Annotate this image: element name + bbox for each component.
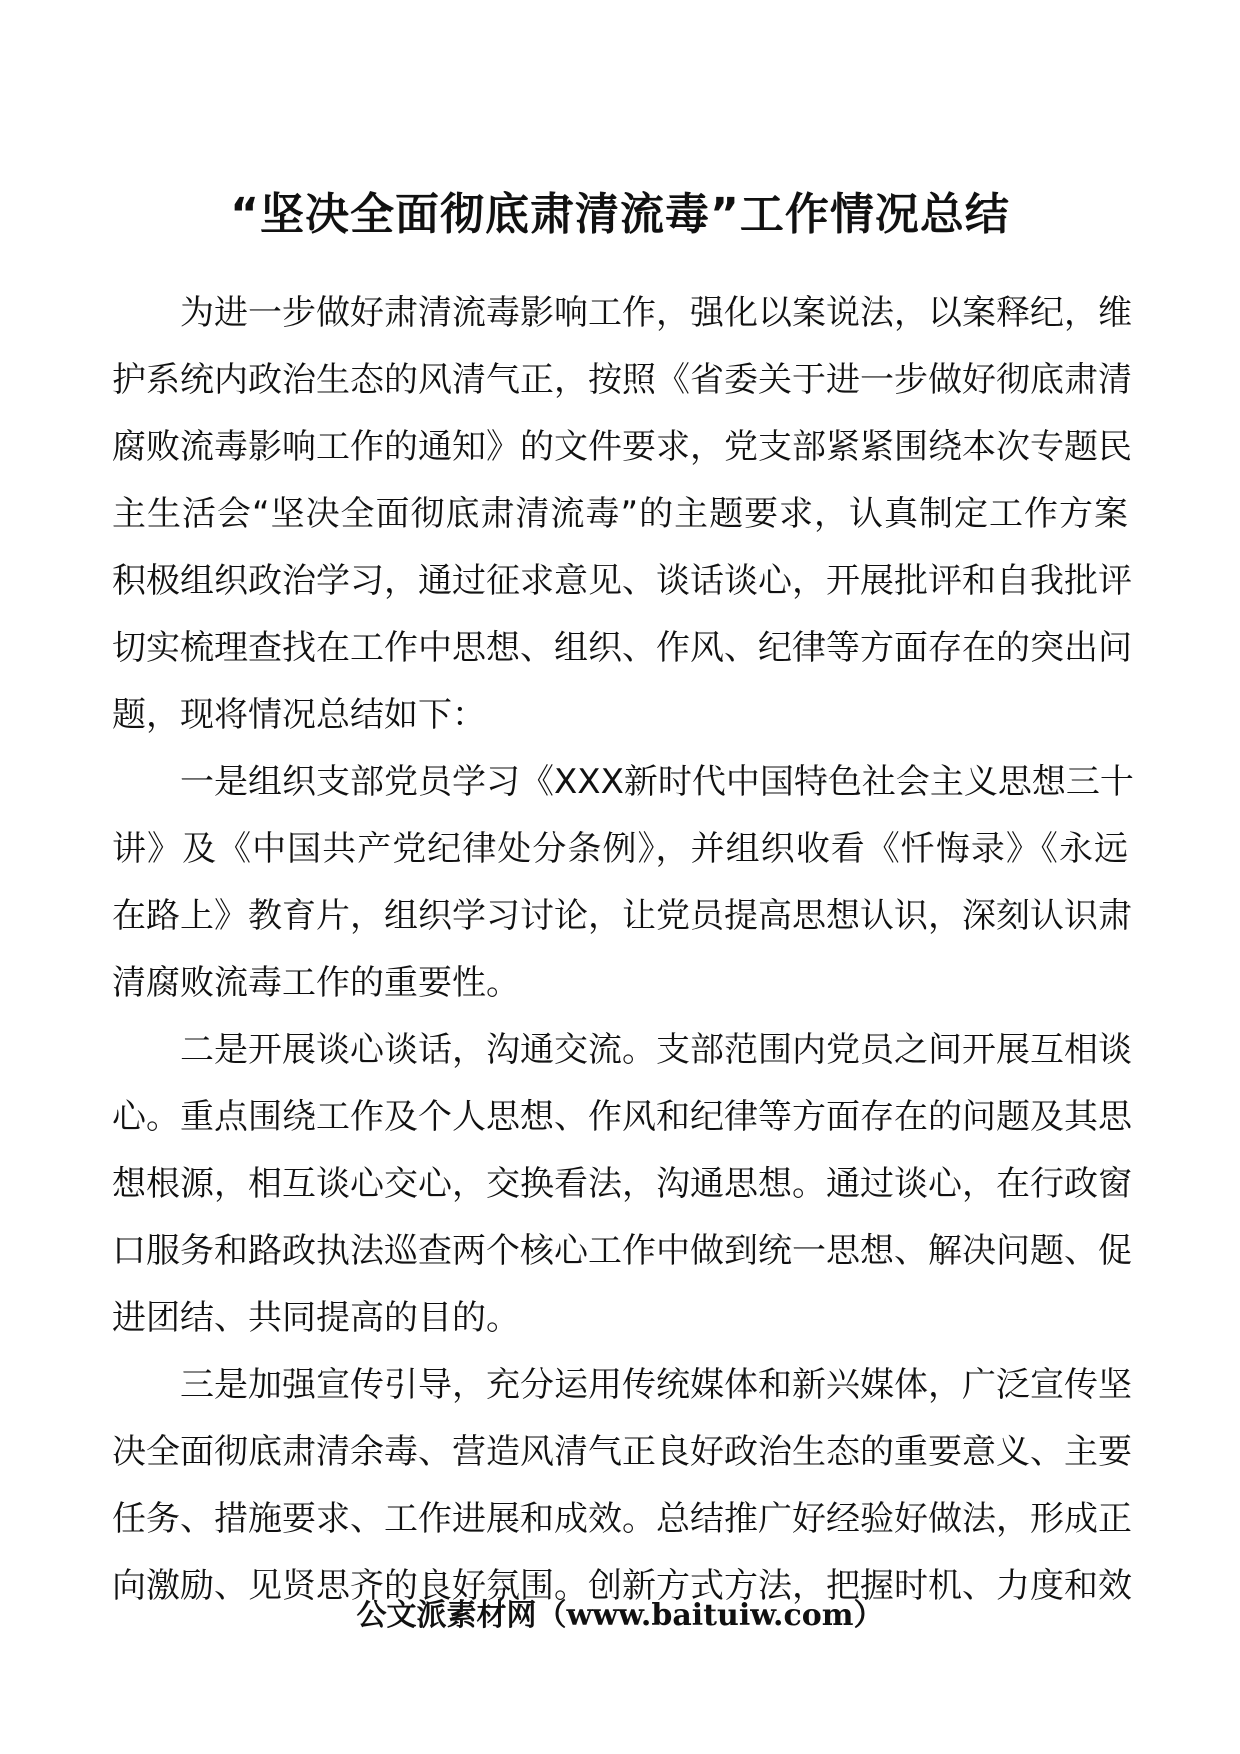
paragraph-line: 一是组织支部党员学习《XXX新时代中国特色社会主义思想三十 <box>180 762 1134 802</box>
document-body <box>112 280 1134 1620</box>
paragraph-talks <box>112 1017 1132 1352</box>
document-title: “坚决全面彻底肃清流毒”工作情况总结 <box>230 189 1010 240</box>
paragraph-line: 主生活会“坚决全面彻底肃清流毒”的主题要求，认真制定工作方案 <box>112 494 1128 534</box>
watermark-footer: 公文派素材网（www.baituiw.com） <box>356 1598 884 1633</box>
paragraph-intro <box>112 280 1132 749</box>
paragraph-line: 为进一步做好肃清流毒影响工作，强化以案说法，以案释纪，维 <box>180 293 1132 333</box>
paragraph-line: 任务、措施要求、工作进展和成效。总结推广好经验好做法，形成正 <box>112 1499 1132 1539</box>
paragraph-line: 题，现将情况总结如下： <box>112 695 486 735</box>
paragraph-line: 心。重点围绕工作及个人思想、作风和纪律等方面存在的问题及其思 <box>112 1097 1132 1137</box>
paragraph-line: 三是加强宣传引导，充分运用传统媒体和新兴媒体，广泛宣传坚 <box>180 1365 1132 1405</box>
paragraph-publicity <box>112 1352 1132 1620</box>
paragraph-line: 二是开展谈心谈话，沟通交流。支部范围内党员之间开展互相谈 <box>180 1030 1132 1070</box>
paragraph-line: 决全面彻底肃清余毒、营造风清气正良好政治生态的重要意义、主要 <box>112 1432 1132 1472</box>
paragraph-line: 向激励、见贤思齐的良好氛围。创新方式方法，把握时机、力度和效 <box>112 1566 1132 1606</box>
paragraph-line: 腐败流毒影响工作的通知》的文件要求，党支部紧紧围绕本次专题民 <box>112 427 1132 467</box>
paragraph-line: 积极组织政治学习，通过征求意见、谈话谈心，开展批评和自我批评 <box>112 561 1132 601</box>
paragraph-study <box>112 749 1134 1017</box>
paragraph-line: 切实梳理查找在工作中思想、组织、作风、纪律等方面存在的突出问 <box>112 628 1132 668</box>
paragraph-line: 清腐败流毒工作的重要性。 <box>112 963 520 1003</box>
paragraph-line: 想根源，相互谈心交心，交换看法，沟通思想。通过谈心，在行政窗 <box>112 1164 1132 1204</box>
paragraph-line: 讲》及《中国共产党纪律处分条例》，并组织收看《忏悔录》《永远 <box>112 829 1128 869</box>
paragraph-line: 进团结、共同提高的目的。 <box>112 1298 520 1338</box>
paragraph-line: 在路上》教育片，组织学习讨论，让党员提高思想认识，深刻认识肃 <box>112 896 1132 936</box>
paragraph-line: 护系统内政治生态的风清气正，按照《省委关于进一步做好彻底肃清 <box>112 360 1132 400</box>
paragraph-line: 口服务和路政执法巡查两个核心工作中做到统一思想、解决问题、促 <box>112 1231 1132 1271</box>
